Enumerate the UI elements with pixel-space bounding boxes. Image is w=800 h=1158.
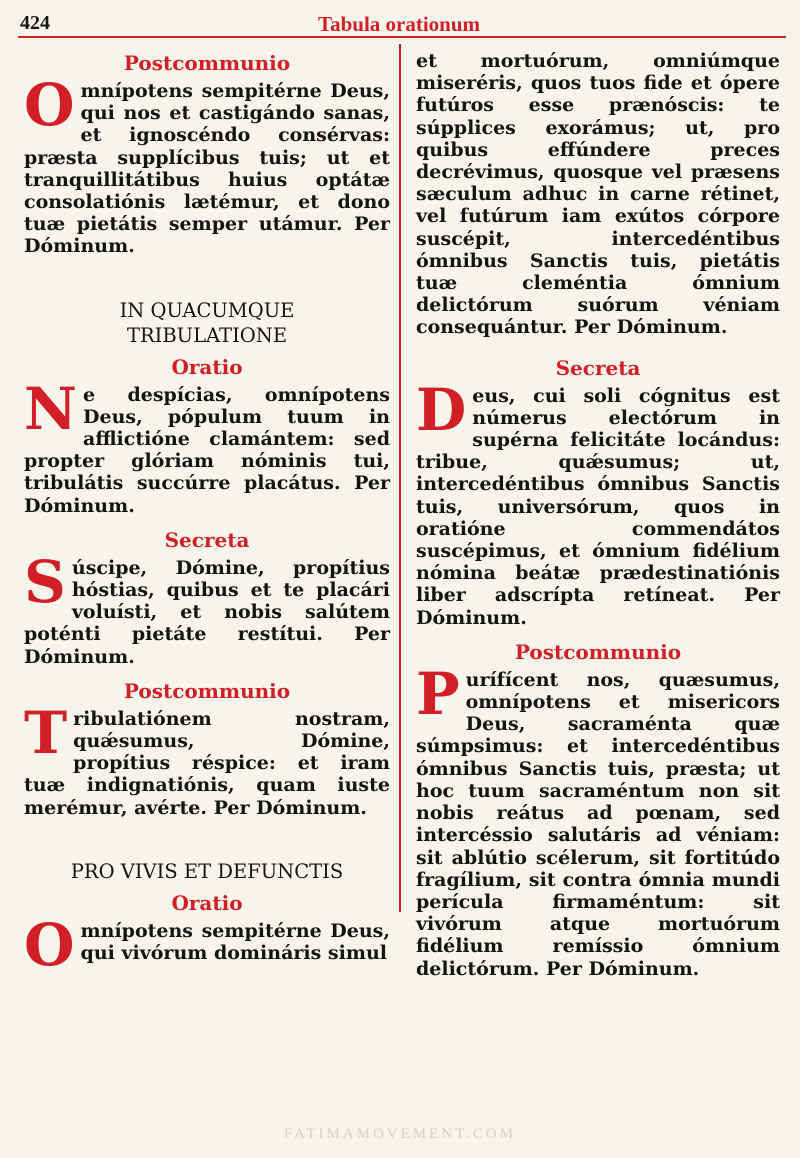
drop-cap: S: [24, 547, 66, 616]
drop-cap: O: [24, 910, 75, 979]
postcommunio-prayer: [416, 659, 780, 980]
prayer-text: úscipe, Dómine, propítius hóstias, quibus et te placári voluísti, et nobis salútem poténti pietáte restítui. Per Dóminum.: [24, 556, 390, 668]
oratio-prayer: [24, 910, 390, 979]
page-header: [18, 6, 786, 38]
secreta-heading: Secreta: [164, 527, 250, 552]
secreta-prayer: [416, 375, 780, 629]
postcommunio-prayer: [24, 698, 390, 819]
oratio-prayer: [24, 374, 390, 517]
drop-cap: O: [24, 71, 75, 139]
postcommunio-heading: Postcommunio: [123, 678, 291, 703]
running-title: Tabula orationum: [318, 12, 481, 36]
prayer-continuation: et mortuórum, omniúmque miseréris, quos tuos fide et ópere futúros esse prænóscis: te súpplices exorámus; ut, pro quibus effúndere preces decrévimus, quosque vel præsens sæculum adhuc in carne rétinet, vel futúrum iam exútos córpore suscépit, intercedéntibus ómnibus Sanctis tuis, pietátis tuæ cleméntia ómnium delictórum suórum véniam consequántur. Per Dóminum.: [416, 50, 780, 339]
section-heading-line2: TRIBULATIONE: [126, 323, 288, 347]
prayer-text: mnípotens sempitérne Deus, qui vivórum domináris simul: [80, 919, 390, 965]
prayer-text: ribulatiónem nostram, quǽsumus, Dómine, propítius réspice: et iram tuæ indignatiónis, quam iuste merémur, avérte. Per Dóminum.: [24, 707, 390, 819]
watermark: FATIMAMOVEMENT.COM: [283, 1126, 517, 1142]
secreta-heading: Secreta: [555, 355, 641, 380]
secreta-prayer: [24, 547, 390, 668]
right-column: [416, 50, 780, 980]
column-divider: [399, 44, 401, 912]
drop-cap: N: [24, 374, 78, 443]
prayer-text: urífícent nos, quæsumus, omnípotens et misericors Deus, sacraménta quæ súmpsimus: et intercedéntibus ómnibus Sanctis tuis, præsta; ut hoc tuum sacraméntum non sit nobis reátus ad pœnam, sed intercéssio salutáris ad véniam: sit ablútio scélerum, sit fortitúdo fragílium, sit contra ómnia mundi perícula firmaméntum: sit vivórum atque mortuórum fidélium remíssio ómnium delictórum. Per Dóminum.: [416, 668, 780, 980]
oratio-heading: Oratio: [171, 354, 243, 379]
oratio-heading: Oratio: [171, 890, 243, 915]
postcommunio-heading: Postcommunio: [123, 51, 291, 75]
prayer-text: mnípotens sempitérne Deus, qui nos et castigándo sanas, et ignoscéndo consérvas: præsta supplícibus tuis; ut et tranquillitátibus huius optátæ consolatiónis lætémur, et dono tuæ pietátis semper utámur. Per Dóminum.: [24, 80, 390, 258]
section-heading-line1: IN QUACUMQUE: [119, 298, 295, 322]
prayer-text: eus, cui soli cógnitus est númerus electórum in supérna felicitáte locándus: tribue, quǽsumus; ut, intercedéntibus ómnibus Sanctis tuis, universórum, quos in oratióne commendátos suscépimus, et ómnium fidélium nómina beátæ prædestinatiónis liber adscrípta retíneat. Per Dóminum.: [416, 384, 780, 629]
left-column: [24, 50, 390, 979]
page-number: 424: [20, 12, 50, 34]
drop-cap: T: [24, 698, 68, 767]
drop-cap: D: [416, 375, 467, 444]
section-heading: PRO VIVIS ET DEFUNCTIS: [70, 859, 344, 883]
drop-cap: P: [416, 659, 460, 728]
postcommunio-heading: Postcommunio: [514, 639, 682, 664]
prayer-text: e despícias, omnípotens Deus, pópulum tuum in afflictióne clamántem: sed propter glóriam nóminis tui, tribulátis succúrre placátus. Per Dóminum.: [24, 383, 390, 517]
postcommunio-prayer: [24, 71, 390, 258]
